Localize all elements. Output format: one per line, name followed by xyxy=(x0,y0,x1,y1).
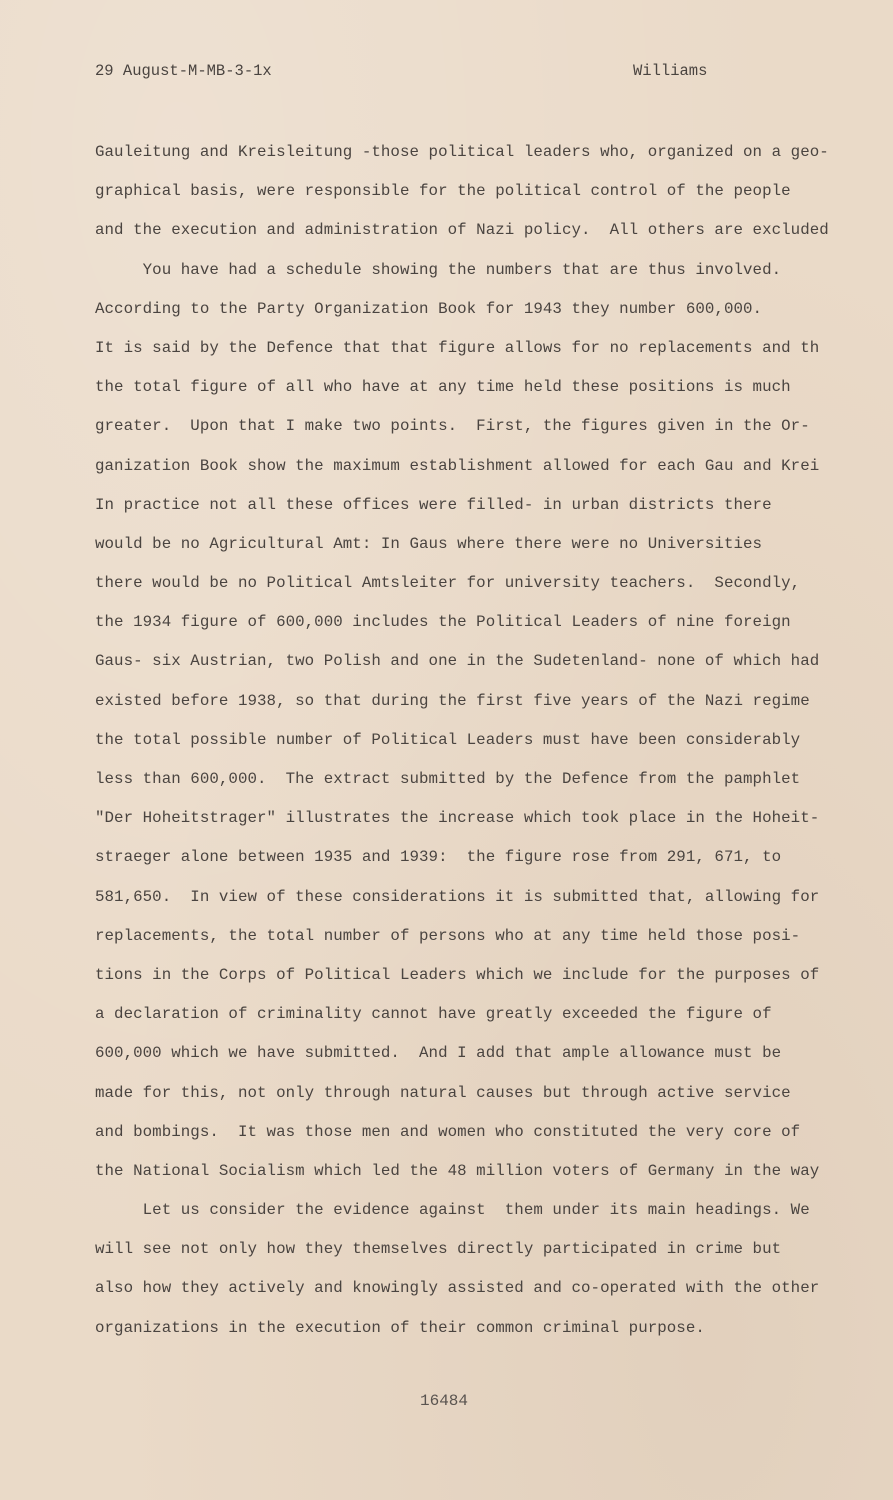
page-number: 16484 xyxy=(420,1392,469,1410)
text-line: Let us consider the evidence against them under its main headings. We xyxy=(95,1201,810,1220)
text-line: ganization Book show the maximum establishment allowed for each Gau and Krei xyxy=(95,456,820,475)
text-line: replacements, the total number of persons who at any time held those posi- xyxy=(95,926,801,945)
text-line: You have had a schedule showing the numbers that are thus involved. xyxy=(95,260,782,279)
text-line: made for this, not only through natural causes but through active service xyxy=(95,1083,791,1102)
text-line: the total possible number of Political Leaders must have been considerably xyxy=(95,730,801,749)
body-text xyxy=(95,141,835,1356)
text-line: According to the Party Organization Book for 1943 they number 600,000. xyxy=(95,299,763,318)
text-line: "Der Hoheitstrager" illustrates the increase which took place in the Hoheit- xyxy=(95,809,820,828)
text-line: 581,650. In view of these considerations it is submitted that, allowing for xyxy=(95,887,820,906)
paragraph-2 xyxy=(95,259,835,1200)
text-line: greater. Upon that I make two points. First, the figures given in the Or- xyxy=(95,417,810,436)
header-reference: 29 August-M-MB-3-1x xyxy=(95,62,272,80)
text-line: 600,000 which we have submitted. And I add that ample allowance must be xyxy=(95,1044,782,1063)
text-line: and bombings. It was those men and women who constituted the very core of xyxy=(95,1122,801,1141)
text-line: straeger alone between 1935 and 1939: the figure rose from 291, 671, to xyxy=(95,848,782,867)
text-line: Gauleitung and Kreisleitung -those political leaders who, organized on a geo- xyxy=(95,143,829,161)
paragraph-3 xyxy=(95,1199,835,1356)
text-line: a declaration of criminality cannot have greatly exceeded the figure of xyxy=(95,1005,772,1024)
text-line: organizations in the execution of their common criminal purpose. xyxy=(95,1318,705,1337)
text-line: Gaus- six Austrian, two Polish and one in the Sudetenland- none of which had xyxy=(95,652,820,671)
text-line: the total figure of all who have at any time held these positions is much xyxy=(95,378,791,397)
text-line: In practice not all these offices were filled- in urban districts there xyxy=(95,495,772,514)
text-line: will see not only how they themselves directly participated in crime but xyxy=(95,1240,782,1259)
text-line: the National Socialism which led the 48 million voters of Germany in the way xyxy=(95,1161,820,1180)
text-line: would be no Agricultural Amt: In Gaus where there were no Universities xyxy=(95,534,763,553)
text-line: the 1934 figure of 600,000 includes the Political Leaders of nine foreign xyxy=(95,613,791,632)
text-line: and the execution and administration of Nazi policy. All others are excluded xyxy=(95,221,829,240)
text-line: also how they actively and knowingly assisted and co-operated with the other xyxy=(95,1279,820,1298)
text-line: tions in the Corps of Political Leaders which we include for the purposes of xyxy=(95,965,820,984)
text-line: less than 600,000. The extract submitted by the Defence from the pamphlet xyxy=(95,770,801,788)
text-line: It is said by the Defence that that figure allows for no replacements and th xyxy=(95,338,820,357)
paragraph-1 xyxy=(95,141,835,259)
text-line: existed before 1938, so that during the first five years of the Nazi regime xyxy=(95,691,810,710)
page-header xyxy=(95,62,715,86)
text-line: graphical basis, were responsible for the political control of the people xyxy=(95,182,791,201)
text-line: there would be no Political Amtsleiter for university teachers. Secondly, xyxy=(95,574,801,593)
header-speaker: Williams xyxy=(633,62,708,80)
